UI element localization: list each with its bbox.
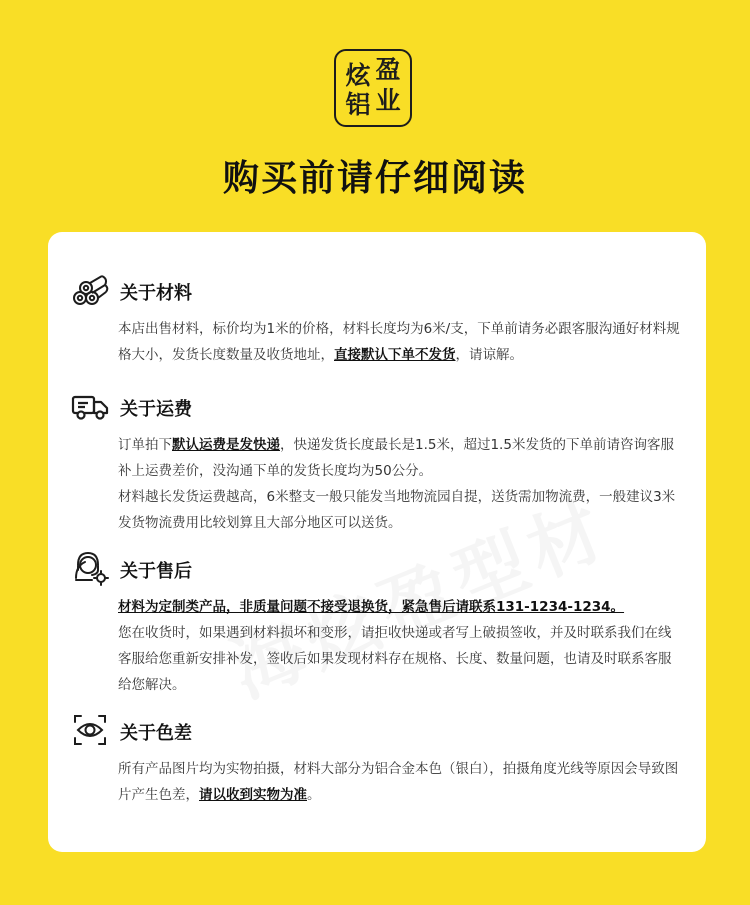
section-paragraph [118,620,684,698]
body-text: 材料越长发货运费越高，6米整支一般只能发当地物流园自提，送货需加物流费，一般建议3米发货物流费用比较划算且大部分地区可以送货。 [118,489,676,531]
section-paragraph [118,484,684,536]
section-title: 关于售后 [120,561,192,582]
brand-logo [334,49,412,127]
section-title: 关于色差 [120,723,192,744]
eye-scan-icon [70,710,110,754]
logo-char: 业 [375,86,401,115]
section-body [118,316,684,368]
section-after-sales [70,550,684,698]
highlight-text: 材料为定制类产品，非质量问题不接受退换货，紧急售后请联系131-1234-1234。 [118,599,625,615]
section-title: 关于运费 [120,399,192,420]
section-paragraph [118,316,684,368]
section-paragraph [118,756,684,808]
section-paragraph [118,432,684,484]
section-paragraph [118,594,684,620]
section-body [118,594,684,698]
notice-card [48,232,706,852]
highlight-text: 请以收到实物为准 [199,787,307,803]
section-shipping [70,388,684,536]
body-text: ，请谅解。 [455,347,523,363]
material-rolls-icon [70,270,110,314]
page-title: 购买前请仔细阅读 [222,158,527,199]
logo-char: 铝 [345,90,371,119]
section-materials [70,272,684,368]
section-title: 关于材料 [120,283,192,304]
body-text: 本店出售材料，标价均为1米的价格，材料长度均为6米/支，下单前请务必跟客服沟通好材料规格大小，发货长度数量及收货地址， [118,321,680,363]
logo-char: 炫 [345,61,371,90]
section-body [118,432,684,536]
logo-char: 盈 [375,55,401,84]
body-text: 订单拍下 [118,437,172,453]
body-text: 。 [307,787,321,803]
body-text: 您在收货时，如果遇到材料损坏和变形，请拒收快递或者写上破损签收，并及时联系我们在线客服给您重新安排补发，签收后如果发现材料存在规格、长度、数量问题，也请及时联系客服给您解决。 [118,625,672,693]
section-body [118,756,684,808]
delivery-truck-icon [70,386,110,430]
body-text: ，快递发货长度最长是1.5米，超过1.5米发货的下单前请咨询客服补上运费差价，没沟通下单的发货长度均为50公分。 [118,437,674,479]
body-text: 所有产品图片均为实物拍摄，材料大部分为铝合金本色（银白），拍摄角度光线等原因会导致图片产生色差， [118,761,679,803]
highlight-text: 直接默认下单不发货 [334,347,456,363]
highlight-text: 默认运费是发快递 [172,437,280,453]
section-color-difference [70,712,684,808]
customer-service-icon [70,548,110,592]
